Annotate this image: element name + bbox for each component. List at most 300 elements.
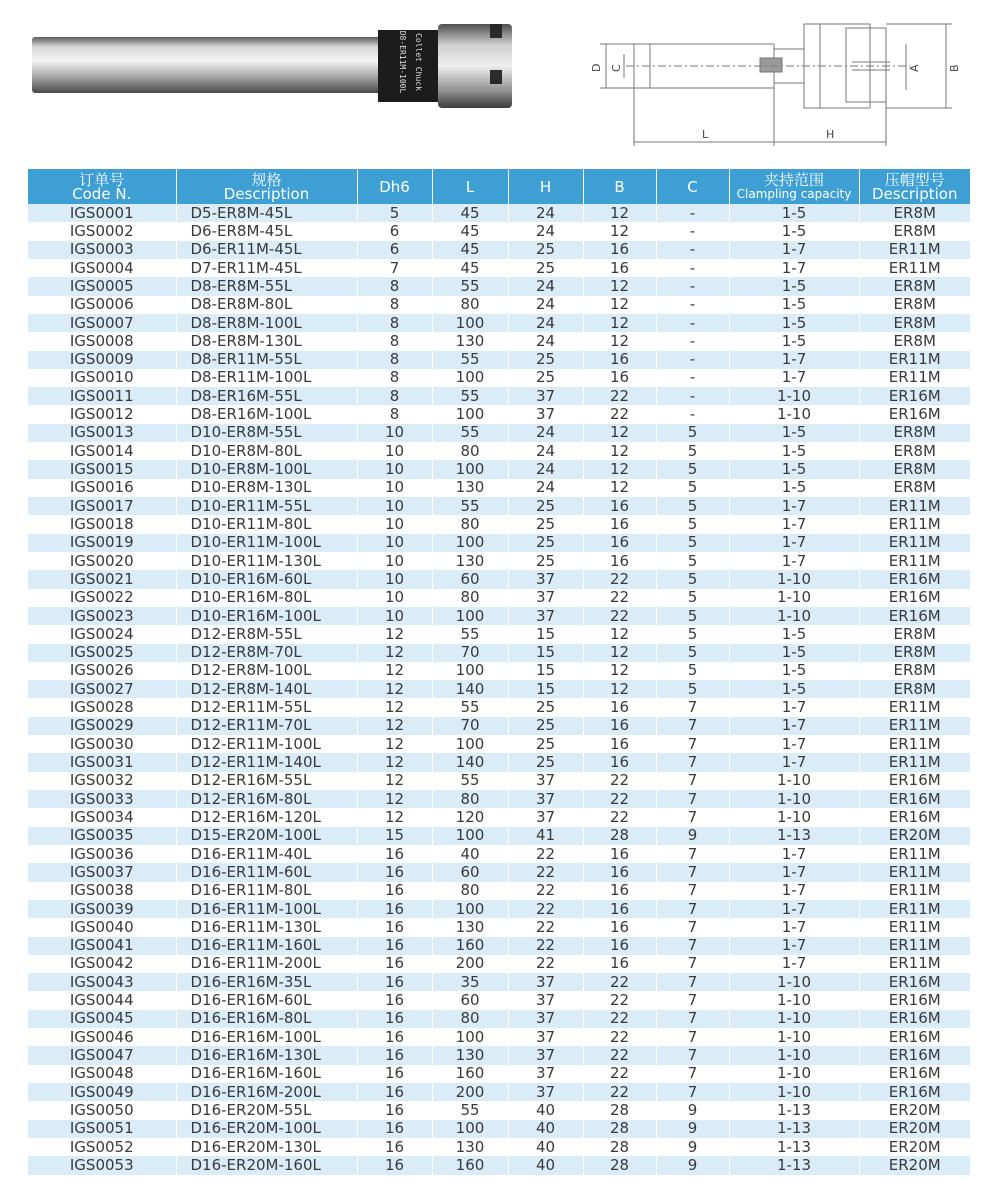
c-cell: - bbox=[656, 222, 729, 240]
dh6-cell: 16 bbox=[357, 1156, 432, 1174]
nut-model-cell: ER11M bbox=[859, 534, 970, 552]
table-row bbox=[28, 991, 970, 1009]
description-cell: D16-ER20M-55L bbox=[176, 1101, 357, 1119]
b-cell: 22 bbox=[583, 1065, 656, 1083]
description-cell: D8-ER16M-55L bbox=[176, 387, 357, 405]
description-cell: D8-ER8M-100L bbox=[176, 314, 357, 332]
b-cell: 12 bbox=[583, 625, 656, 643]
dim-label-h: H bbox=[826, 128, 835, 141]
h-cell: 24 bbox=[508, 460, 583, 478]
table-row bbox=[28, 497, 970, 515]
h-cell: 37 bbox=[508, 1065, 583, 1083]
description-cell: D16-ER16M-60L bbox=[176, 991, 357, 1009]
dh6-cell: 16 bbox=[357, 1028, 432, 1046]
c-cell: - bbox=[656, 314, 729, 332]
dh6-cell: 16 bbox=[357, 918, 432, 936]
code-cell: IGS0017 bbox=[28, 497, 176, 515]
b-cell: 12 bbox=[583, 442, 656, 460]
clamping-capacity-cell: 1-5 bbox=[729, 222, 859, 240]
code-cell: IGS0038 bbox=[28, 882, 176, 900]
l-cell: 55 bbox=[432, 497, 508, 515]
b-cell: 22 bbox=[583, 405, 656, 423]
b-cell: 28 bbox=[583, 1156, 656, 1174]
l-cell: 60 bbox=[432, 991, 508, 1009]
b-cell: 16 bbox=[583, 497, 656, 515]
l-cell: 55 bbox=[432, 625, 508, 643]
l-cell: 130 bbox=[432, 1138, 508, 1156]
dh6-cell: 10 bbox=[357, 479, 432, 497]
description-cell: D16-ER16M-200L bbox=[176, 1083, 357, 1101]
description-cell: D16-ER11M-80L bbox=[176, 882, 357, 900]
h-cell: 22 bbox=[508, 937, 583, 955]
dim-label-d: D bbox=[590, 63, 603, 72]
description-cell: D12-ER16M-120L bbox=[176, 808, 357, 826]
description-cell: D16-ER11M-100L bbox=[176, 900, 357, 918]
l-cell: 100 bbox=[432, 534, 508, 552]
description-cell: D16-ER16M-80L bbox=[176, 1010, 357, 1028]
nut-model-cell: ER8M bbox=[859, 296, 970, 314]
b-cell: 12 bbox=[583, 222, 656, 240]
dh6-cell: 8 bbox=[357, 351, 432, 369]
dh6-cell: 16 bbox=[357, 900, 432, 918]
table-row bbox=[28, 845, 970, 863]
b-cell: 16 bbox=[583, 845, 656, 863]
c-cell: - bbox=[656, 387, 729, 405]
h-cell: 37 bbox=[508, 405, 583, 423]
clamping-capacity-cell: 1-5 bbox=[729, 442, 859, 460]
h-cell: 22 bbox=[508, 900, 583, 918]
l-cell: 160 bbox=[432, 1156, 508, 1174]
h-cell: 24 bbox=[508, 479, 583, 497]
b-cell: 16 bbox=[583, 351, 656, 369]
nut-model-cell: ER11M bbox=[859, 753, 970, 771]
b-cell: 16 bbox=[583, 241, 656, 259]
engraving-line-1: D8-ER11M-100L bbox=[398, 30, 407, 94]
l-cell: 130 bbox=[432, 552, 508, 570]
clamping-capacity-cell: 1-7 bbox=[729, 900, 859, 918]
clamping-capacity-cell: 1-7 bbox=[729, 241, 859, 259]
clamping-capacity-cell: 1-10 bbox=[729, 607, 859, 625]
c-cell: 7 bbox=[656, 717, 729, 735]
description-cell: D8-ER16M-100L bbox=[176, 405, 357, 423]
dh6-cell: 16 bbox=[357, 1083, 432, 1101]
dh6-cell: 8 bbox=[357, 296, 432, 314]
nut-model-cell: ER20M bbox=[859, 827, 970, 845]
spec-table bbox=[28, 169, 970, 1175]
nut-model-cell: ER8M bbox=[859, 204, 970, 222]
dh6-cell: 12 bbox=[357, 808, 432, 826]
nut-model-cell: ER20M bbox=[859, 1101, 970, 1119]
description-cell: D10-ER8M-55L bbox=[176, 424, 357, 442]
b-cell: 16 bbox=[583, 863, 656, 881]
b-cell: 22 bbox=[583, 607, 656, 625]
c-cell: 5 bbox=[656, 497, 729, 515]
dh6-cell: 16 bbox=[357, 1138, 432, 1156]
b-cell: 22 bbox=[583, 570, 656, 588]
nut-model-cell: ER11M bbox=[859, 955, 970, 973]
clamping-capacity-cell: 1-5 bbox=[729, 314, 859, 332]
dh6-cell: 8 bbox=[357, 314, 432, 332]
b-cell: 16 bbox=[583, 369, 656, 387]
description-cell: D12-ER11M-70L bbox=[176, 717, 357, 735]
h-cell: 40 bbox=[508, 1101, 583, 1119]
nut-model-cell: ER11M bbox=[859, 351, 970, 369]
dh6-cell: 8 bbox=[357, 332, 432, 350]
c-cell: 7 bbox=[656, 1083, 729, 1101]
l-cell: 80 bbox=[432, 296, 508, 314]
description-cell: D6-ER11M-45L bbox=[176, 241, 357, 259]
b-cell: 12 bbox=[583, 680, 656, 698]
table-row bbox=[28, 460, 970, 478]
table-row bbox=[28, 442, 970, 460]
code-cell: IGS0009 bbox=[28, 351, 176, 369]
l-cell: 100 bbox=[432, 735, 508, 753]
description-cell: D12-ER8M-100L bbox=[176, 662, 357, 680]
b-cell: 22 bbox=[583, 387, 656, 405]
dh6-cell: 16 bbox=[357, 991, 432, 1009]
dh6-cell: 10 bbox=[357, 424, 432, 442]
c-cell: 5 bbox=[656, 424, 729, 442]
h-cell: 37 bbox=[508, 973, 583, 991]
clamping-capacity-cell: 1-7 bbox=[729, 845, 859, 863]
c-cell: 7 bbox=[656, 955, 729, 973]
h-cell: 25 bbox=[508, 735, 583, 753]
c-cell: 7 bbox=[656, 1046, 729, 1064]
code-cell: IGS0048 bbox=[28, 1065, 176, 1083]
c-cell: 7 bbox=[656, 772, 729, 790]
c-cell: - bbox=[656, 296, 729, 314]
table-row bbox=[28, 680, 970, 698]
dh6-cell: 16 bbox=[357, 863, 432, 881]
clamping-capacity-cell: 1-7 bbox=[729, 369, 859, 387]
l-cell: 55 bbox=[432, 698, 508, 716]
c-cell: 7 bbox=[656, 735, 729, 753]
l-cell: 160 bbox=[432, 937, 508, 955]
table-row bbox=[28, 314, 970, 332]
table-row bbox=[28, 918, 970, 936]
b-cell: 16 bbox=[583, 882, 656, 900]
h-cell: 25 bbox=[508, 241, 583, 259]
nut-model-cell: ER11M bbox=[859, 369, 970, 387]
description-cell: D10-ER8M-80L bbox=[176, 442, 357, 460]
table-row bbox=[28, 1028, 970, 1046]
h-cell: 25 bbox=[508, 534, 583, 552]
description-cell: D7-ER11M-45L bbox=[176, 259, 357, 277]
code-cell: IGS0034 bbox=[28, 808, 176, 826]
code-cell: IGS0015 bbox=[28, 460, 176, 478]
dh6-cell: 16 bbox=[357, 937, 432, 955]
b-cell: 22 bbox=[583, 1083, 656, 1101]
l-cell: 55 bbox=[432, 772, 508, 790]
dh6-cell: 12 bbox=[357, 698, 432, 716]
description-cell: D12-ER8M-140L bbox=[176, 680, 357, 698]
h-cell: 25 bbox=[508, 369, 583, 387]
l-cell: 100 bbox=[432, 827, 508, 845]
b-cell: 28 bbox=[583, 1138, 656, 1156]
h-cell: 15 bbox=[508, 644, 583, 662]
dh6-cell: 10 bbox=[357, 534, 432, 552]
l-cell: 35 bbox=[432, 973, 508, 991]
nut-model-cell: ER16M bbox=[859, 973, 970, 991]
code-cell: IGS0039 bbox=[28, 900, 176, 918]
table-row bbox=[28, 937, 970, 955]
b-cell: 12 bbox=[583, 296, 656, 314]
nut-model-cell: ER11M bbox=[859, 845, 970, 863]
dh6-cell: 8 bbox=[357, 405, 432, 423]
l-cell: 160 bbox=[432, 1065, 508, 1083]
h-cell: 24 bbox=[508, 314, 583, 332]
c-cell: 5 bbox=[656, 442, 729, 460]
dh6-cell: 16 bbox=[357, 845, 432, 863]
c-cell: 7 bbox=[656, 790, 729, 808]
dh6-cell: 12 bbox=[357, 753, 432, 771]
description-cell: D16-ER16M-35L bbox=[176, 973, 357, 991]
dh6-cell: 10 bbox=[357, 552, 432, 570]
clamping-capacity-cell: 1-10 bbox=[729, 991, 859, 1009]
clamping-capacity-cell: 1-5 bbox=[729, 479, 859, 497]
c-cell: - bbox=[656, 241, 729, 259]
nut-model-cell: ER8M bbox=[859, 479, 970, 497]
clamping-capacity-cell: 1-7 bbox=[729, 955, 859, 973]
c-cell: 5 bbox=[656, 680, 729, 698]
c-cell: 5 bbox=[656, 515, 729, 533]
dh6-cell: 6 bbox=[357, 222, 432, 240]
code-cell: IGS0020 bbox=[28, 552, 176, 570]
c-cell: 7 bbox=[656, 1065, 729, 1083]
l-cell: 80 bbox=[432, 515, 508, 533]
c-cell: 7 bbox=[656, 1010, 729, 1028]
description-cell: D12-ER11M-100L bbox=[176, 735, 357, 753]
dh6-cell: 10 bbox=[357, 442, 432, 460]
b-cell: 12 bbox=[583, 424, 656, 442]
c-cell: 7 bbox=[656, 882, 729, 900]
dh6-cell: 8 bbox=[357, 277, 432, 295]
dh6-cell: 16 bbox=[357, 973, 432, 991]
clamping-capacity-cell: 1-10 bbox=[729, 1046, 859, 1064]
description-cell: D10-ER8M-100L bbox=[176, 460, 357, 478]
clamping-capacity-cell: 1-5 bbox=[729, 460, 859, 478]
col-header-c: C bbox=[656, 169, 729, 204]
code-cell: IGS0011 bbox=[28, 387, 176, 405]
clamping-capacity-cell: 1-7 bbox=[729, 937, 859, 955]
col-header-clamping-capacity: 夹持范围 Clampling capacity bbox=[729, 169, 859, 204]
c-cell: 7 bbox=[656, 1028, 729, 1046]
c-cell: 7 bbox=[656, 900, 729, 918]
b-cell: 16 bbox=[583, 552, 656, 570]
description-cell: D16-ER20M-100L bbox=[176, 1120, 357, 1138]
h-cell: 25 bbox=[508, 515, 583, 533]
l-cell: 100 bbox=[432, 1120, 508, 1138]
h-cell: 25 bbox=[508, 717, 583, 735]
description-cell: D10-ER11M-55L bbox=[176, 497, 357, 515]
clamping-capacity-cell: 1-5 bbox=[729, 662, 859, 680]
l-cell: 100 bbox=[432, 662, 508, 680]
c-cell: 7 bbox=[656, 698, 729, 716]
table-row bbox=[28, 277, 970, 295]
nut-model-cell: ER8M bbox=[859, 644, 970, 662]
c-cell: 5 bbox=[656, 662, 729, 680]
c-cell: 7 bbox=[656, 863, 729, 881]
c-cell: 5 bbox=[656, 479, 729, 497]
code-cell: IGS0022 bbox=[28, 589, 176, 607]
l-cell: 60 bbox=[432, 570, 508, 588]
table-row bbox=[28, 863, 970, 881]
table-row bbox=[28, 259, 970, 277]
b-cell: 28 bbox=[583, 1101, 656, 1119]
c-cell: 7 bbox=[656, 937, 729, 955]
table-row bbox=[28, 222, 970, 240]
table-row bbox=[28, 753, 970, 771]
nut-model-cell: ER11M bbox=[859, 241, 970, 259]
nut-model-cell: ER11M bbox=[859, 497, 970, 515]
code-cell: IGS0045 bbox=[28, 1010, 176, 1028]
code-cell: IGS0026 bbox=[28, 662, 176, 680]
h-cell: 24 bbox=[508, 204, 583, 222]
description-cell: D10-ER16M-80L bbox=[176, 589, 357, 607]
dh6-cell: 16 bbox=[357, 955, 432, 973]
clamping-capacity-cell: 1-10 bbox=[729, 808, 859, 826]
code-cell: IGS0036 bbox=[28, 845, 176, 863]
nut-model-cell: ER8M bbox=[859, 314, 970, 332]
b-cell: 12 bbox=[583, 314, 656, 332]
l-cell: 55 bbox=[432, 351, 508, 369]
nut-model-cell: ER8M bbox=[859, 277, 970, 295]
table-row bbox=[28, 607, 970, 625]
description-cell: D16-ER11M-40L bbox=[176, 845, 357, 863]
code-cell: IGS0042 bbox=[28, 955, 176, 973]
b-cell: 22 bbox=[583, 589, 656, 607]
nut-model-cell: ER11M bbox=[859, 863, 970, 881]
b-cell: 22 bbox=[583, 1028, 656, 1046]
code-cell: IGS0035 bbox=[28, 827, 176, 845]
dh6-cell: 12 bbox=[357, 772, 432, 790]
nut-model-cell: ER11M bbox=[859, 735, 970, 753]
h-cell: 40 bbox=[508, 1138, 583, 1156]
code-cell: IGS0002 bbox=[28, 222, 176, 240]
table-row bbox=[28, 1065, 970, 1083]
c-cell: 5 bbox=[656, 625, 729, 643]
nut-model-cell: ER8M bbox=[859, 332, 970, 350]
clamping-capacity-cell: 1-7 bbox=[729, 515, 859, 533]
dh6-cell: 6 bbox=[357, 241, 432, 259]
h-cell: 22 bbox=[508, 918, 583, 936]
code-cell: IGS0041 bbox=[28, 937, 176, 955]
c-cell: 5 bbox=[656, 589, 729, 607]
b-cell: 22 bbox=[583, 808, 656, 826]
col-header-nut-model: 压帽型号 Description bbox=[859, 169, 970, 204]
clamping-capacity-cell: 1-5 bbox=[729, 277, 859, 295]
b-cell: 16 bbox=[583, 698, 656, 716]
l-cell: 200 bbox=[432, 955, 508, 973]
code-cell: IGS0028 bbox=[28, 698, 176, 716]
description-cell: D16-ER20M-130L bbox=[176, 1138, 357, 1156]
h-cell: 24 bbox=[508, 442, 583, 460]
engraving-line-2: Collet Chuck bbox=[414, 33, 423, 91]
dh6-cell: 16 bbox=[357, 1120, 432, 1138]
clamping-capacity-cell: 1-13 bbox=[729, 1120, 859, 1138]
clamping-capacity-cell: 1-5 bbox=[729, 680, 859, 698]
code-cell: IGS0046 bbox=[28, 1028, 176, 1046]
code-cell: IGS0051 bbox=[28, 1120, 176, 1138]
nut-model-cell: ER8M bbox=[859, 680, 970, 698]
product-header-area bbox=[0, 0, 1000, 165]
c-cell: 7 bbox=[656, 753, 729, 771]
table-row bbox=[28, 1156, 970, 1174]
description-cell: D8-ER8M-130L bbox=[176, 332, 357, 350]
c-cell: 9 bbox=[656, 1120, 729, 1138]
code-cell: IGS0037 bbox=[28, 863, 176, 881]
h-cell: 25 bbox=[508, 552, 583, 570]
dh6-cell: 12 bbox=[357, 644, 432, 662]
clamping-capacity-cell: 1-5 bbox=[729, 332, 859, 350]
nut-model-cell: ER11M bbox=[859, 259, 970, 277]
description-cell: D16-ER11M-60L bbox=[176, 863, 357, 881]
l-cell: 100 bbox=[432, 460, 508, 478]
table-row bbox=[28, 387, 970, 405]
code-cell: IGS0019 bbox=[28, 534, 176, 552]
table-row bbox=[28, 717, 970, 735]
nut-model-cell: ER16M bbox=[859, 1046, 970, 1064]
l-cell: 70 bbox=[432, 644, 508, 662]
c-cell: 5 bbox=[656, 607, 729, 625]
description-cell: D12-ER11M-55L bbox=[176, 698, 357, 716]
b-cell: 22 bbox=[583, 991, 656, 1009]
h-cell: 22 bbox=[508, 845, 583, 863]
table-row bbox=[28, 772, 970, 790]
b-cell: 16 bbox=[583, 717, 656, 735]
description-cell: D16-ER11M-160L bbox=[176, 937, 357, 955]
table-row bbox=[28, 1138, 970, 1156]
code-cell: IGS0004 bbox=[28, 259, 176, 277]
table-row bbox=[28, 625, 970, 643]
nut-model-cell: ER11M bbox=[859, 717, 970, 735]
b-cell: 16 bbox=[583, 259, 656, 277]
description-cell: D8-ER11M-55L bbox=[176, 351, 357, 369]
l-cell: 45 bbox=[432, 259, 508, 277]
code-cell: IGS0013 bbox=[28, 424, 176, 442]
h-cell: 37 bbox=[508, 808, 583, 826]
l-cell: 100 bbox=[432, 314, 508, 332]
dh6-cell: 16 bbox=[357, 1046, 432, 1064]
table-row bbox=[28, 644, 970, 662]
clamping-capacity-cell: 1-7 bbox=[729, 552, 859, 570]
dh6-cell: 8 bbox=[357, 369, 432, 387]
col-header-code: 订单号 Code N. bbox=[28, 169, 176, 204]
c-cell: - bbox=[656, 351, 729, 369]
l-cell: 80 bbox=[432, 1010, 508, 1028]
table-body bbox=[28, 204, 970, 1175]
c-cell: 5 bbox=[656, 644, 729, 662]
c-cell: - bbox=[656, 405, 729, 423]
b-cell: 12 bbox=[583, 332, 656, 350]
description-cell: D12-ER8M-55L bbox=[176, 625, 357, 643]
description-cell: D6-ER8M-45L bbox=[176, 222, 357, 240]
table-row bbox=[28, 973, 970, 991]
description-cell: D16-ER16M-160L bbox=[176, 1065, 357, 1083]
product-photo bbox=[28, 22, 518, 112]
c-cell: 9 bbox=[656, 1156, 729, 1174]
nut-model-cell: ER16M bbox=[859, 1065, 970, 1083]
h-cell: 37 bbox=[508, 991, 583, 1009]
b-cell: 16 bbox=[583, 753, 656, 771]
clamping-capacity-cell: 1-13 bbox=[729, 827, 859, 845]
c-cell: 7 bbox=[656, 973, 729, 991]
h-cell: 37 bbox=[508, 1046, 583, 1064]
b-cell: 12 bbox=[583, 644, 656, 662]
table-row bbox=[28, 424, 970, 442]
nut-model-cell: ER20M bbox=[859, 1138, 970, 1156]
nut-model-cell: ER11M bbox=[859, 515, 970, 533]
